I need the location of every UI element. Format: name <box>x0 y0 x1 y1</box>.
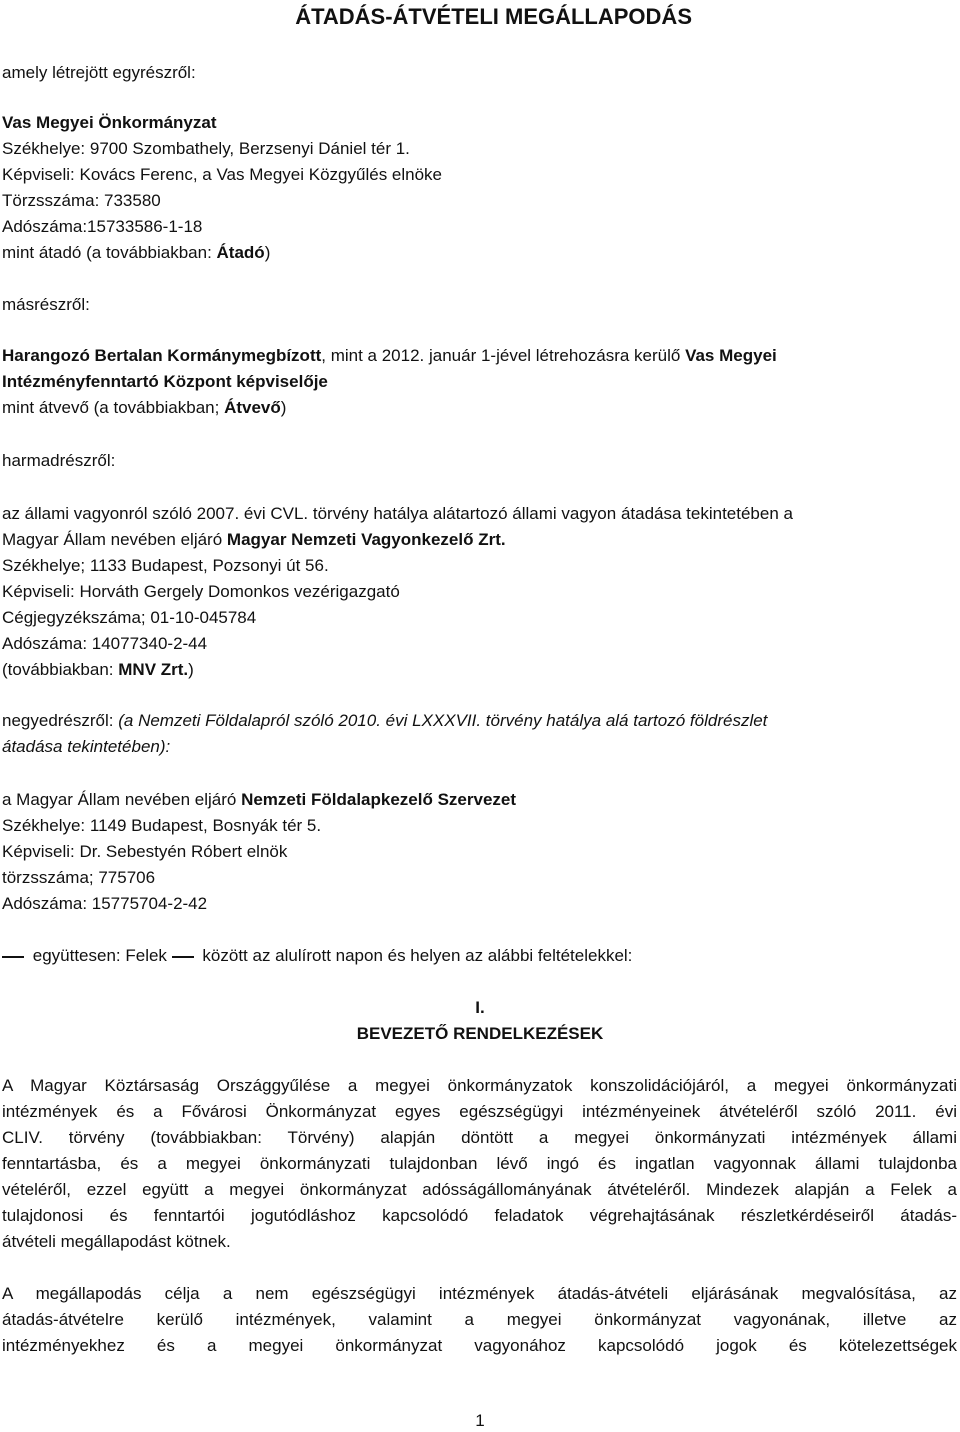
para1-line7: átvételi megállapodást kötnek. <box>2 1232 231 1251</box>
party1-reg-number: Törzsszáma: 733580 <box>2 191 161 210</box>
party2-line1 <box>2 345 777 367</box>
document-title: ÁTADÁS-ÁTVÉTELI MEGÁLLAPODÁS <box>295 4 692 29</box>
party3-role-suffix: ) <box>188 660 194 679</box>
para2-line3: intézményekhez és a megyei önkormányzat vagyonához kapcsolódó jogok és kötelezettségek <box>2 1336 957 1355</box>
party2-line1-bold2: Vas Megyei <box>685 346 777 365</box>
party1-role-suffix: ) <box>264 243 271 262</box>
party3-tax-number: Adószáma: 14077340-2-44 <box>2 634 208 653</box>
party4-reg-number: törzsszáma; 775706 <box>2 868 156 887</box>
para1-line4: fenntartásba, és a megyei önkormányzati tulajdonban lévő ingó és ingatlan vagyonnak állami tulajdonba <box>2 1154 957 1173</box>
party3-role-prefix: (továbbiakban: <box>2 660 119 679</box>
party3-line2-text: Magyar Állam nevében eljáró <box>2 530 227 549</box>
party2-role <box>2 397 286 419</box>
party3-line2 <box>2 529 506 551</box>
section-heading: BEVEZETŐ RENDELKEZÉSEK <box>356 1024 604 1043</box>
party4-name: Nemzeti Földalapkezelő Szervezet <box>241 790 517 809</box>
party2-role-bold: Átvevő <box>224 398 281 417</box>
para1-line2: intézmények és a Fővárosi Önkormányzat egyes egészségügyi intézményeinek átvételéről szóló 2011. évi <box>2 1102 957 1121</box>
para1-line5: vételéről, ezzel együtt a megyei önkormányzat adósságállományának átvételéről. Mindezek alapján a Felek a <box>2 1180 957 1199</box>
together-line <box>2 945 632 967</box>
party4-line1-text: a Magyar Állam nevében eljáró <box>2 790 242 809</box>
party4-line1 <box>2 789 516 811</box>
para1-line6: tulajdonosi és fenntartói jogutódláshoz kapcsolódó feladatok végrehajtásának részletkérdéseiről átadás- <box>2 1206 957 1225</box>
party2-role-prefix: mint átvevő (a továbbiakban; <box>2 398 225 417</box>
para2-line2: átadás-átvételre kerülő intézmények, valamint a megyei önkormányzat vagyonának, illetve az <box>2 1310 957 1329</box>
other-side-label: másrészről: <box>2 295 90 314</box>
party3-role <box>2 659 194 681</box>
party3-company-reg: Cégjegyzékszáma; 01-10-045784 <box>2 608 257 627</box>
party1-name: Vas Megyei Önkormányzat <box>2 113 217 132</box>
section-number: I. <box>475 998 485 1017</box>
intro-text: amely létrejött egyrészről: <box>2 63 196 82</box>
party3-name: Magyar Nemzeti Vagyonkezelő Zrt. <box>226 530 506 549</box>
party1-role <box>2 242 270 264</box>
em-dash-2 <box>172 956 194 958</box>
party2-line1-text: , mint a 2012. január 1-jével létrehozásra kerülő <box>321 346 686 365</box>
para2-line1: A megállapodás célja a nem egészségügyi intézmények átadás-átvételi eljárásának megvalósítása, az <box>2 1284 957 1303</box>
party4-heading-label: negyedrészről: <box>2 711 119 730</box>
party4-seat: Székhelye: 1149 Budapest, Bosnyák tér 5. <box>2 816 322 835</box>
party1-role-prefix: mint átadó (a továbbiakban: <box>2 243 217 262</box>
party2-name: Harangozó Bertalan Kormánymegbízott <box>2 346 322 365</box>
party1-seat: Székhelye: 9700 Szombathely, Berzsenyi Dániel tér 1. <box>2 139 410 158</box>
party4-tax-number: Adószáma: 15775704-2-42 <box>2 894 208 913</box>
party3-seat: Székhelye; 1133 Budapest, Pozsonyi út 56. <box>2 556 329 575</box>
party1-role-bold: Átadó <box>216 243 265 262</box>
party4-representative: Képviseli: Dr. Sebestyén Róbert elnök <box>2 842 288 861</box>
party1-representative: Képviseli: Kovács Ferenc, a Vas Megyei Közgyűlés elnöke <box>2 165 443 184</box>
party2-line2: Intézményfenntartó Központ képviselője <box>2 372 328 391</box>
party3-representative: Képviseli: Horváth Gergely Domonkos vezérigazgató <box>2 582 400 601</box>
party3-line1: az állami vagyonról szóló 2007. évi CVL. törvény hatálya alátartozó állami vagyon átadása tekintetében a <box>2 504 793 523</box>
page-number: 1 <box>475 1411 485 1430</box>
party4-heading-italic1: (a Nemzeti Földalapról szóló 2010. évi LXXXVII. törvény hatálya alá tartozó földrészlet <box>118 711 768 730</box>
together-text: együttesen: Felek <box>32 946 167 965</box>
para1-line3: CLIV. törvény (továbbiakban: Törvény) alapján döntött a megyei önkormányzati intézmények állami <box>2 1128 957 1147</box>
em-dash-1 <box>2 956 24 958</box>
party2-role-suffix: ) <box>280 398 287 417</box>
party4-heading <box>2 710 767 732</box>
party1-tax-number: Adószáma:15733586-1-18 <box>2 217 203 236</box>
party4-heading-cont <box>2 736 170 758</box>
third-side-label: harmadrészről: <box>2 451 116 470</box>
party3-role-bold: MNV Zrt. <box>118 660 189 679</box>
para1-line1: A Magyar Köztársaság Országgyűlése a megyei önkormányzatok konszolidációjáról, a megyei önkormányzati <box>2 1076 957 1095</box>
together-rest-text: között az alulírott napon és helyen az alábbi feltételekkel: <box>202 946 633 965</box>
party4-heading-italic2: átadása tekintetében): <box>2 737 171 756</box>
